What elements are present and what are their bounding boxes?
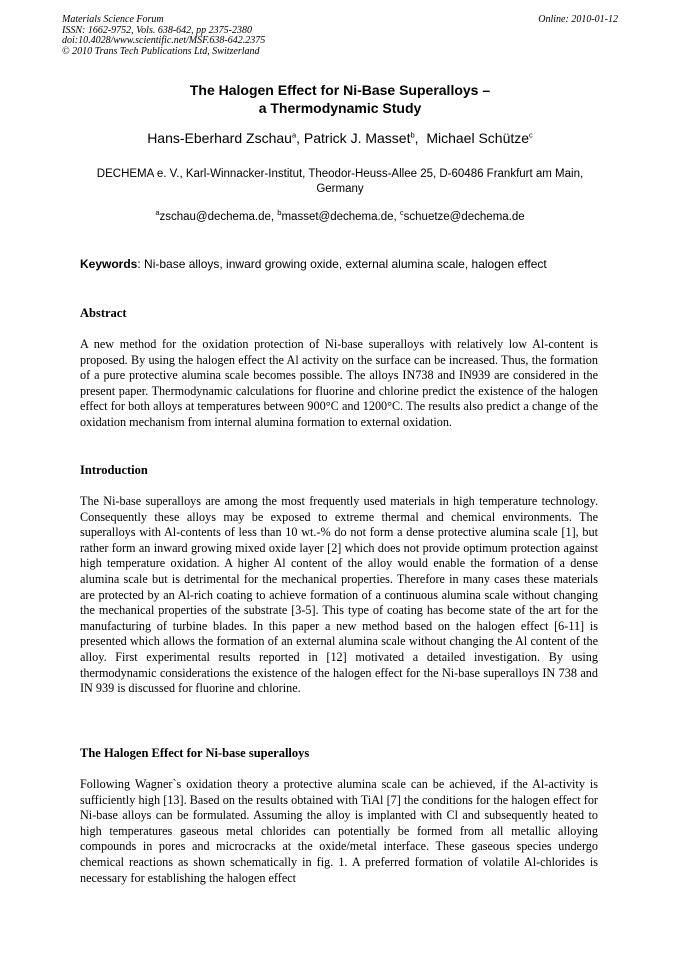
halogen-section-heading: The Halogen Effect for Ni-base superalloys	[80, 746, 310, 760]
email-separator: ,	[393, 211, 400, 223]
abstract-text: A new method for the oxidation protection of Ni-base superalloys with relatively low Al-content is proposed. By using the halogen effect the Al activity on the surface can be increased. Thus, the formation of a pure protective alumina scale becomes possible. The alloys IN738 and IN939 are considered in the present paper. Thermodynamic calculations for fluorine and chlorine predict the existence of the halogen effect for both alloys at temperatures between 900°C and 1200°C. The results also predict a change of the oxidation mechanism from internal alumina formation to external oxidation.	[80, 337, 598, 429]
author-name: Michael Schütze	[426, 130, 530, 146]
author-name: Patrick J. Masset	[303, 130, 411, 146]
online-date: Online: 2010-01-12	[538, 14, 618, 25]
abstract-heading: Abstract	[80, 306, 127, 320]
author-affiliation-mark: a	[291, 130, 297, 140]
author-separator: ,	[296, 130, 304, 146]
keywords-label: Keywords	[80, 257, 138, 271]
keywords-text: : Ni-base alloys, inward growing oxide, external alumina scale, halogen effect	[137, 257, 547, 271]
email-mark: b	[277, 208, 282, 218]
email-address[interactable]: masset@dechema.de	[281, 211, 394, 223]
email-mark: c	[399, 208, 404, 218]
halogen-section-text: Following Wagner`s oxidation theory a protective alumina scale can be achieved, if the Al-activity is sufficiently high [13]. Based on the results obtained with TiAl [7] the conditions for the halogen effect for Ni-base alloys can be formulated. Assuming the alloy is implanted with Cl and subsequently heated to high temperatures gaseous metal chlorides can potentially be formed from all metallic alloying compounds in pores and microcracks at the oxide/metal interface. These gaseous species undergo chemical reactions as shown schematically in fig. 1. A preferred formation of volatile Al-chlorides is necessary for establishing the halogen effect	[80, 777, 598, 885]
journal-name: Materials Science Forum	[62, 14, 164, 25]
author-affiliation-mark: b	[410, 130, 415, 140]
affiliation: DECHEMA e. V., Karl-Winnacker-Institut, Theodor-Heuss-Allee 25, D-60486 Frankfurt am Main, Germany	[96, 168, 584, 195]
doi-line: doi:10.4028/www.scientific.net/MSF.638-642.2375	[62, 35, 266, 46]
email-mark: a	[155, 208, 160, 218]
issn-line: ISSN: 1662-9752, Vols. 638-642, pp 2375-2380	[62, 24, 252, 36]
author-name: Hans-Eberhard Zschau	[147, 130, 292, 146]
author-list	[62, 129, 618, 147]
copyright-line: © 2010 Trans Tech Publications Ltd, Switzerland	[62, 45, 260, 57]
keywords	[80, 257, 600, 272]
email-separator: ,	[270, 211, 278, 223]
email-address[interactable]: schuetze@dechema.de	[403, 211, 525, 223]
introduction-text: The Ni-base superalloys are among the most frequently used materials in high temperature technology. Consequently these alloys may be exposed to extreme thermal and chemical environments. The superalloys with Al-contents of less than 10 wt.-% do not form a dense protective alumina scale [1], but rather form an inward growing mixed oxide layer [2] which does not provide optimum protection against high temperature oxidation. A higher Al content of the alloy would enable the formation of a dense alumina scale but is detrimental for the mechanical properties. Therefore in many cases these materials are protected by an Al-rich coating to achieve formation of a continuous alumina scale without changing the mechanical properties of the substrate [3-5]. This type of coating has become state of the art for the manufacturing of turbine blades. In this paper a new method based on the halogen effect [6-11] is presented which allows the formation of an external alumina scale without changing the Al content of the alloy. First experimental results reported in [12] motivated a detailed investigation. By using thermodynamic considerations the existence of the halogen effect for the Ni-base superalloys IN 738 and IN 939 is discussed for fluorine and chlorine.	[80, 494, 598, 696]
introduction-heading: Introduction	[80, 463, 148, 477]
email-address[interactable]: zschau@dechema.de	[159, 211, 271, 223]
title-line-1: The Halogen Effect for Ni-Base Superalloys –	[189, 82, 491, 98]
author-affiliation-mark: c	[529, 130, 533, 140]
author-separator: ,	[414, 130, 427, 146]
paper-title	[62, 81, 618, 117]
journal-header	[62, 15, 618, 57]
title-line-2: a Thermodynamic Study	[258, 100, 422, 116]
email-list	[62, 210, 618, 225]
